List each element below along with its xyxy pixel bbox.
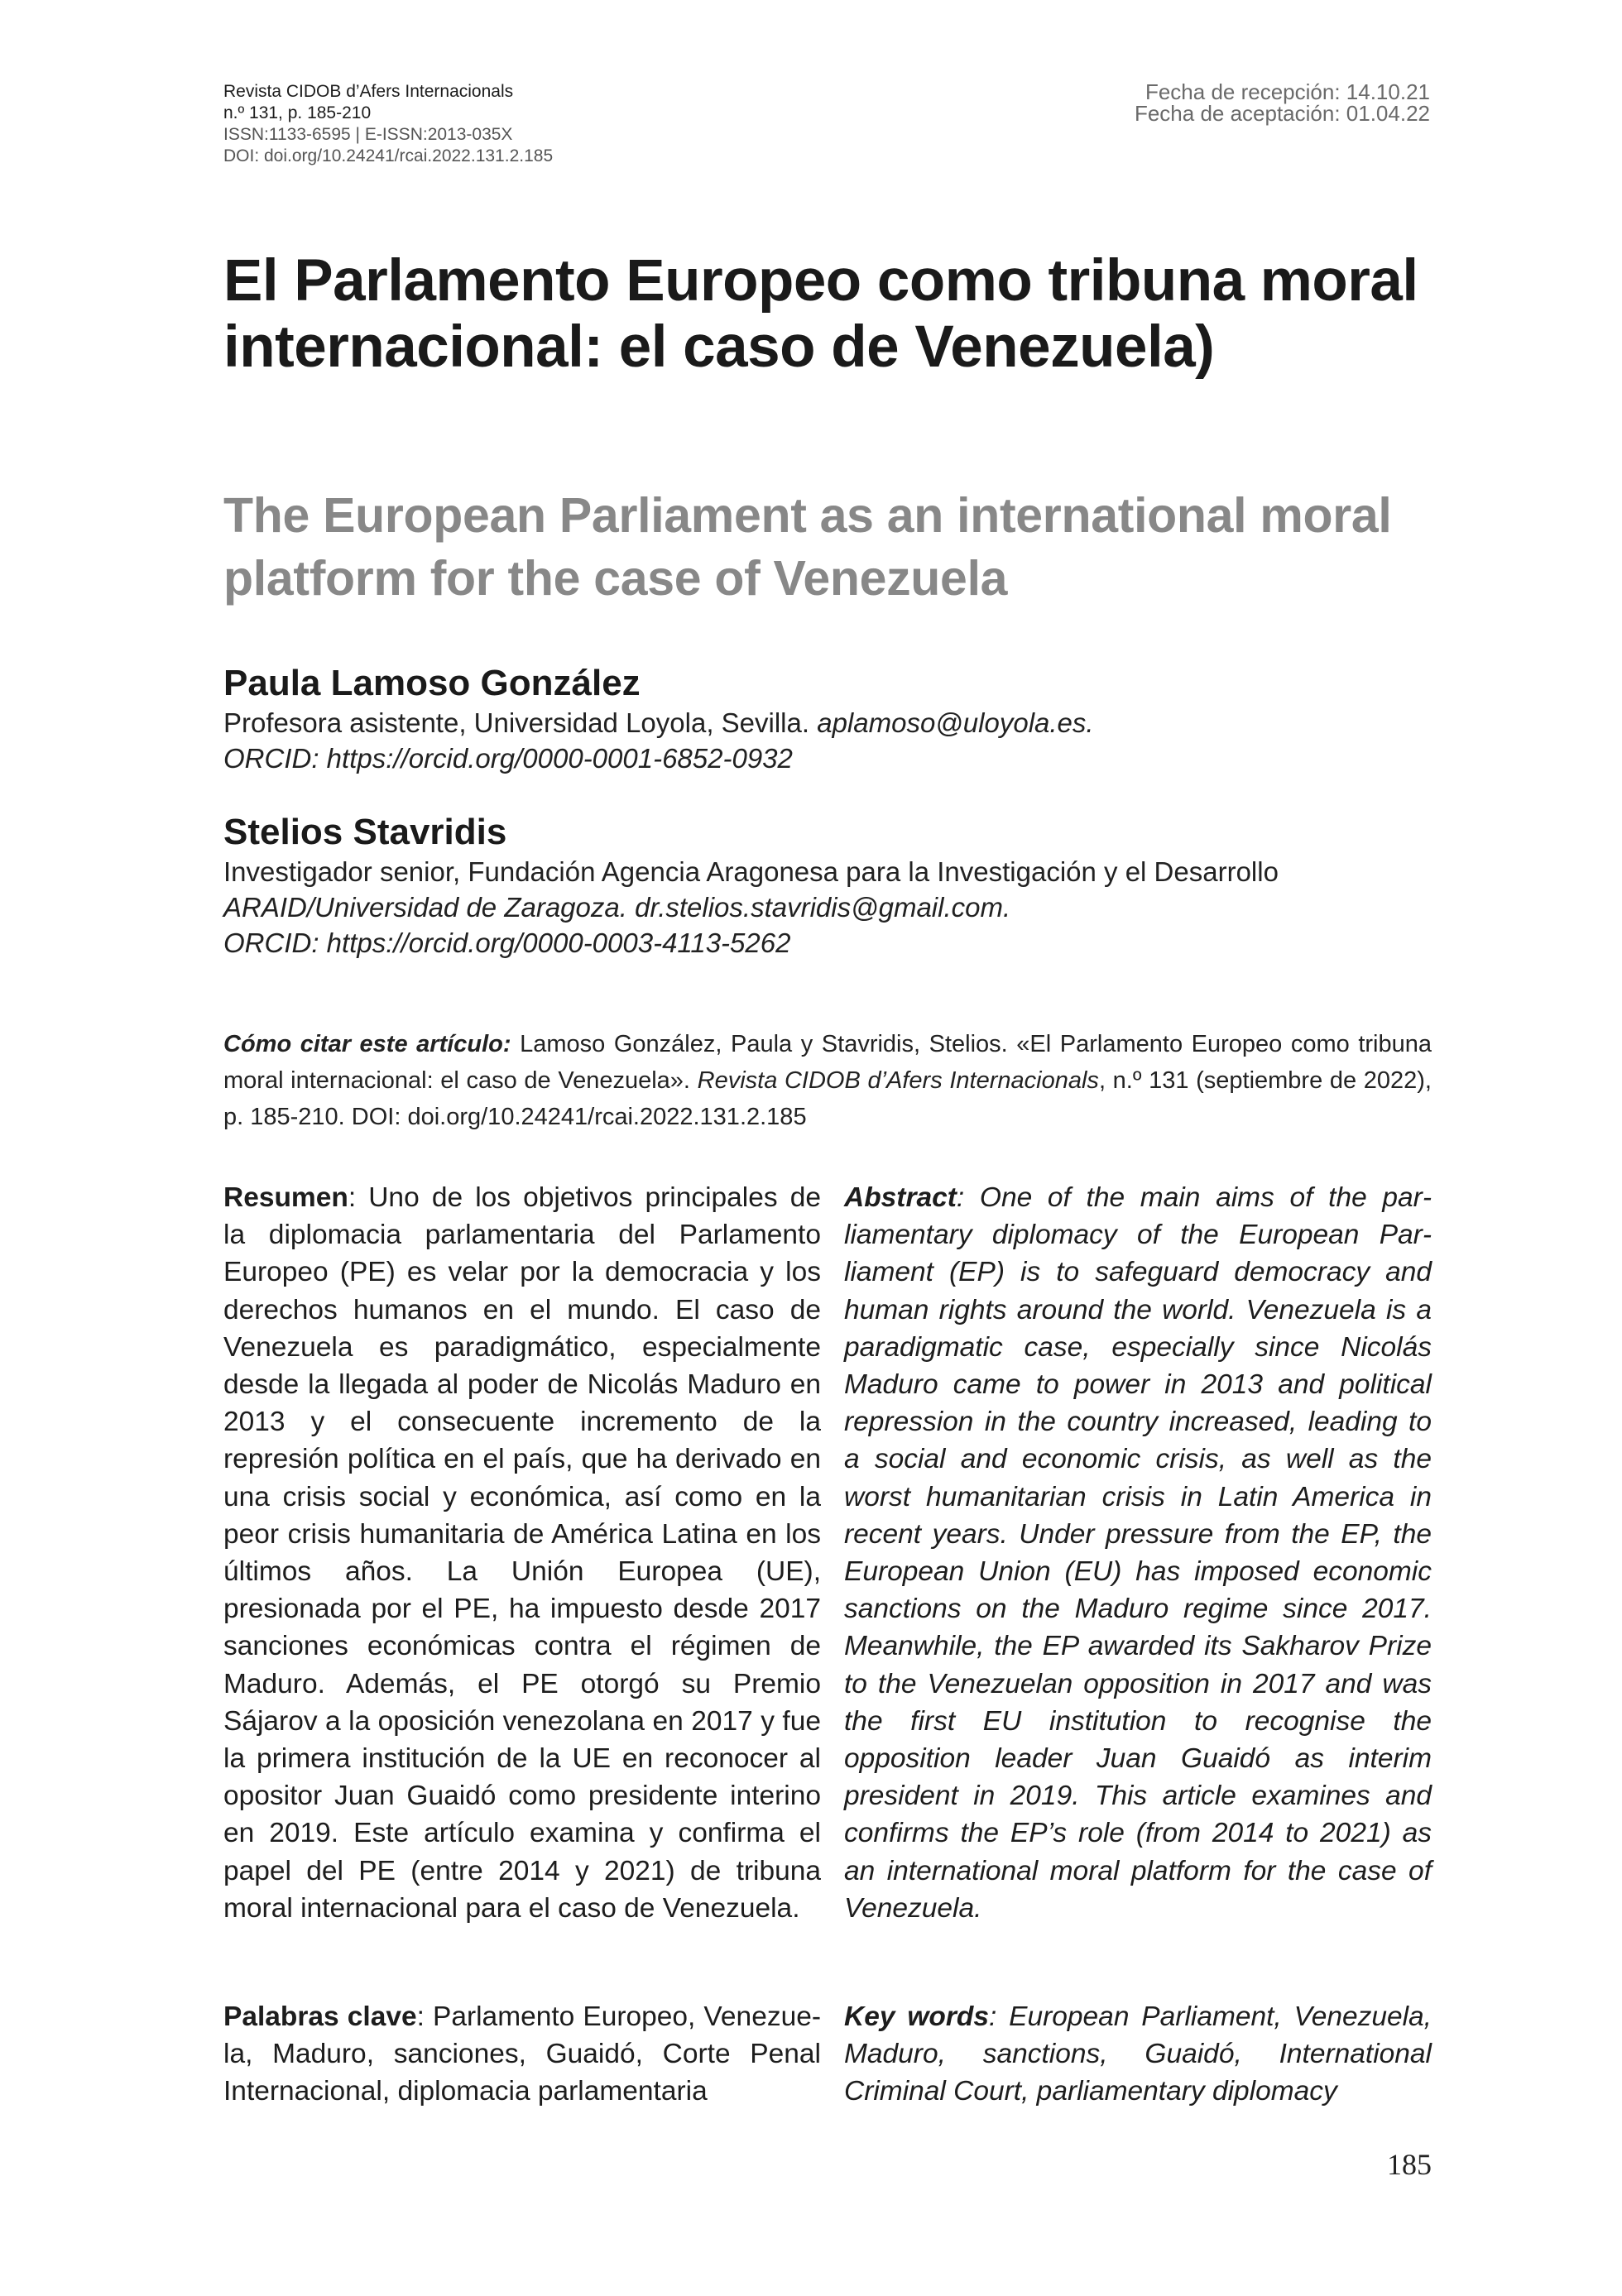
accepted-date: Fecha de aceptación: 01.04.22	[1134, 101, 1430, 126]
abstract-text: : One of the main aims of the parliamentary diplomacy of the European Parliament (EP) is to safeguard democracy and human rights around the world. Venezuela is a paradigmatic case, especially since Nicolás Maduro came to power in 2013 and political repression in the country increased, leading to a social and economic crisis, as well as the worst humanitarian crisis in Latin America in recent years. Under pressure from the EP, the European Union (EU) has imposed economic sanctions on the Maduro regime since 2017. Meanwhile, the EP awarded its Sakharov Prize to the Venezuelan opposition in 2017 and was the first EU institution to recognise the opposition leader Juan Guaidó as interim president in 2019. This article examines and confirms the EP’s role (from 2014 to 2021) as an international moral platform for the case of Venezuela.	[844, 1182, 1432, 1924]
orcid-link[interactable]: ORCID: https://orcid.org/0000-0003-4113-5262	[223, 928, 791, 958]
citation-text-1: Lamoso González, Paula y Stavridis, Stelios. «El Parlamento Europeo como tribuna moral internacional: el caso de Venezuela».	[223, 1031, 1432, 1094]
author-affiliation	[223, 705, 1432, 741]
affiliation-text: Investigador senior, Fundación Agencia Aragonesa para la Investigación y el Desarrollo	[223, 856, 1279, 887]
keywords-es-text: : Parlamento Europeo, Venezuela, Maduro, sanciones, Guaidó, Corte Penal Internacional, diplomacia parlamentaria	[223, 2001, 821, 2107]
affiliation-text-2: ARAID/Universidad de Zaragoza.	[223, 892, 627, 923]
author-name: Stelios Stavridis	[223, 812, 507, 852]
journal-doi: DOI: doi.org/10.24241/rcai.2022.131.2.185	[223, 146, 554, 165]
abstract-section	[844, 1179, 1432, 1927]
journal-issn: ISSN:1133-6595 | E-ISSN:2013-035X	[223, 125, 513, 144]
citation-journal: Revista CIDOB d’Afers Internacionals	[697, 1067, 1099, 1094]
resumen-section	[223, 1179, 821, 1927]
keywords-es-label: Palabras clave	[223, 2001, 417, 2032]
journal-name: Revista CIDOB d’Afers Internacionals	[223, 82, 514, 101]
author-block-2	[223, 811, 1432, 961]
keywords-spanish	[223, 1998, 821, 2111]
title-english: The European Parliament as an international moral platform for the case of Venezuela	[223, 488, 1392, 606]
page-number: 185	[1387, 2148, 1432, 2181]
citation-block	[223, 1026, 1432, 1135]
citation-text-2: , n.º 131 (septiembre de 2022), p. 185-210. DOI: doi.org/10.24241/rcai.2022.131.2.185	[223, 1067, 1432, 1130]
author-email[interactable]: aplamoso@uloyola.es.	[817, 707, 1094, 738]
citation-label: Cómo citar este artículo:	[223, 1031, 511, 1057]
author-affiliation-2	[223, 889, 1432, 925]
keywords-en-label: Key words	[844, 2001, 989, 2032]
keywords-en-text: : European Parliament, Venezuela, Maduro, sanctions, Guaidó, International Criminal Court, parliamentary diplomacy	[844, 2001, 1432, 2107]
author-affiliation	[223, 854, 1432, 889]
affiliation-text: Profesora asistente, Universidad Loyola, Sevilla.	[223, 707, 810, 738]
resumen-label: Resumen	[223, 1182, 348, 1213]
title-spanish: El Parlamento Europeo como tribuna moral internacional: el caso de Venezuela)	[223, 248, 1418, 380]
author-email[interactable]: dr.stelios.stavridis@gmail.com.	[635, 892, 1011, 923]
orcid-link[interactable]: ORCID: https://orcid.org/0000-0001-6852-0932	[223, 743, 793, 774]
journal-header	[223, 81, 803, 167]
journal-issue: n.º 131, p. 185-210	[223, 103, 372, 122]
author-block-1	[223, 662, 1432, 776]
author-orcid	[223, 741, 1432, 776]
resumen-text: : Uno de los objetivos principales de la diplomacia parlamentaria del Parlamento Europeo (PE) es velar por la democracia y los derechos humanos en el mundo. El caso de Venezuela es paradigmático, especialmente desde la llegada al poder de Nicolás Maduro en 2013 y el consecuente incremento de la represión política en el país, que ha derivado en una crisis social y económica, así como en la peor crisis humanitaria de América Latina en los últimos años. La Unión Europea (UE), presionada por el PE, ha impuesto desde 2017 sanciones económicas contra el régimen de Maduro. Además, el PE otorgó su Premio Sájarov a la oposición venezolana en 2017 y fue la primera institución de la UE en reconocer al opositor Juan Guaidó como presidente interino en 2019. Este artículo examina y confirma el papel del PE (entre 2014 y 2021) de tribuna moral internacional para el caso de Venezuela.	[223, 1182, 821, 1924]
abstract-label: Abstract	[844, 1182, 957, 1213]
author-orcid	[223, 925, 1432, 961]
author-name: Paula Lamoso González	[223, 663, 641, 703]
received-date: Fecha de recepción: 14.10.21	[1145, 79, 1430, 104]
dates-header	[933, 81, 1430, 124]
keywords-english	[844, 1998, 1432, 2111]
